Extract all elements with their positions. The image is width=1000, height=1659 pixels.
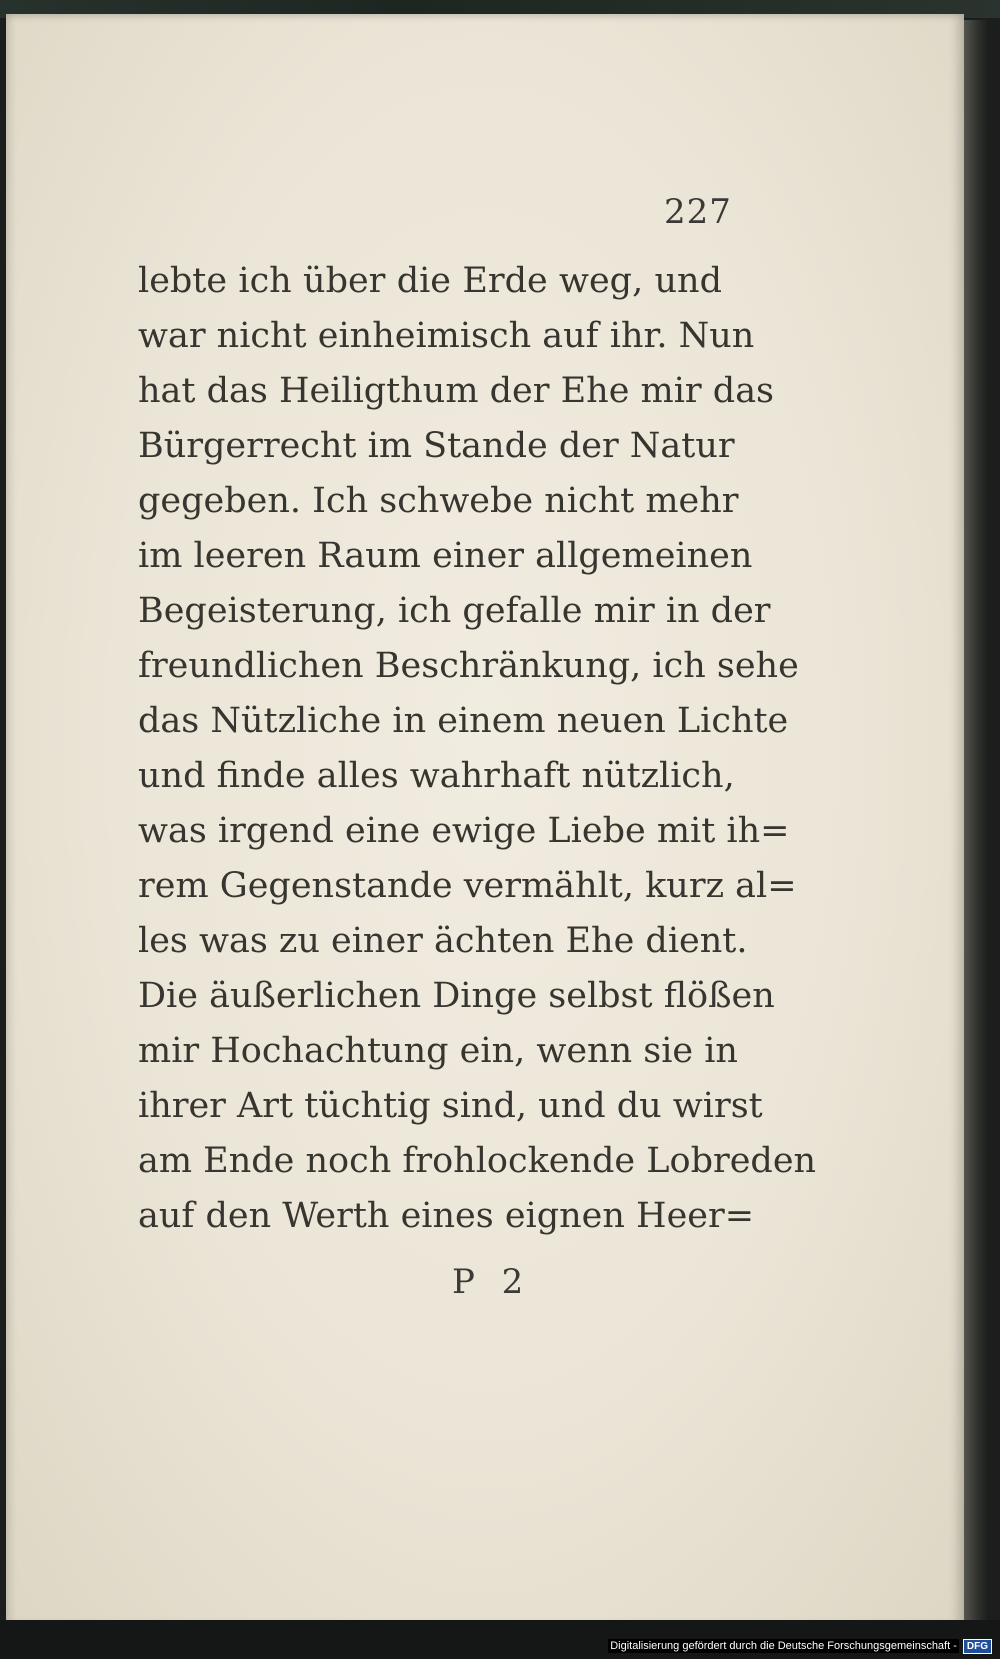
text-line: hat das Heiligthum der Ehe mir das [138,371,775,411]
text-line: Bürgerrecht im Stande der Natur [138,426,735,466]
footer-text: Digitalisierung gefördert durch die Deutsche Forschungsgemeinschaft - [610,1640,957,1652]
text-line: mir Hochachtung ein, wenn sie in [138,1031,738,1071]
text-line: lebte ich über die Erde weg, und [138,261,722,301]
page-edge [962,20,988,1620]
text-line: und finde alles wahrhaft nützlich, [138,756,735,796]
signature-mark: P 2 [452,1262,532,1302]
page-number: 227 [664,192,732,232]
text-line: ihrer Art tüchtig sind, und du wirst [138,1086,763,1126]
text-line: war nicht einheimisch auf ihr. Nun [138,316,755,356]
text-line: was irgend eine ewige Liebe mit ih= [138,811,790,851]
text-line: gegeben. Ich schwebe nicht mehr [138,481,739,521]
text-block [138,254,817,1244]
text-line: am Ende noch frohlockende Lobreden [138,1141,817,1181]
text-line: Die äußerlichen Dinge selbst flößen [138,976,775,1016]
footer-credit [608,1637,992,1655]
dfg-logo: DFG [963,1639,992,1654]
text-line: das Nützliche in einem neuen Lichte [138,701,789,741]
text-line: les was zu einer ächten Ehe dient. [138,921,748,961]
text-line: Begeisterung, ich gefalle mir in der [138,591,771,631]
text-line: rem Gegenstande vermählt, kurz al= [138,866,797,906]
text-line: freundlichen Beschränkung, ich sehe [138,646,799,686]
text-line: auf den Werth eines eignen Heer= [138,1196,755,1236]
text-line: im leeren Raum einer allgemeinen [138,536,753,576]
